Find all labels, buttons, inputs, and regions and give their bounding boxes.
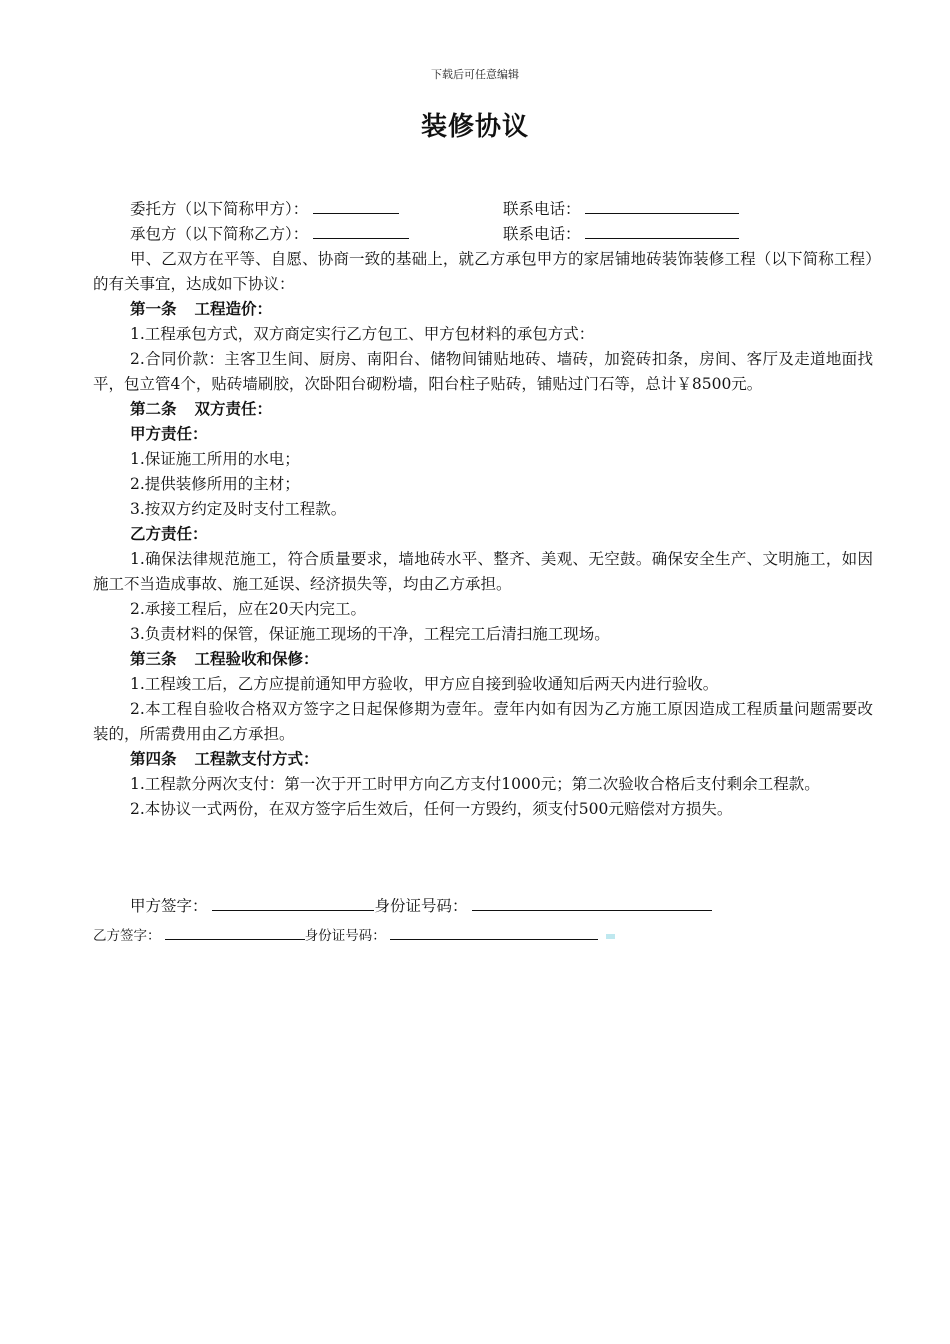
party-b-id-blank[interactable] [390, 923, 598, 940]
article-4-number: 第四条 [130, 750, 177, 768]
party-b-sign-label: 乙方签字： [93, 928, 161, 944]
party-a-duty-item: 2.提供装修所用的主材； [130, 475, 300, 493]
cursor-marker [606, 934, 615, 939]
party-a-sign-label: 甲方签字： [130, 897, 208, 915]
article-3-heading [93, 647, 873, 672]
party-b-duty-item: 2.承接工程后，应在20天内完工。 [130, 600, 367, 618]
client-name-blank[interactable] [313, 197, 399, 214]
party-a-id-blank[interactable] [472, 894, 712, 911]
party-a-duty-item: 1.保证施工所用的水电； [130, 450, 300, 468]
article-1-title: 工程造价： [194, 300, 273, 318]
party-a-duty-heading: 甲方责任： [130, 425, 208, 443]
article-4-item: 2.本协议一式两份，在双方签字后生效后，任何一方毁约，须支付500元赔偿对方损失。 [130, 800, 733, 818]
article-1-item: 2.合同价款：主客卫生间、厨房、南阳台、储物间铺贴地砖、墙砖，加瓷砖扣条，房间、客厅及走道地面找平，包立管4个，贴砖墙刷胶，次卧阳台砌粉墙，阳台柱子贴砖，铺贴过门石等，总计￥8500元。 [93, 350, 873, 393]
party-a-signature-row [130, 894, 712, 916]
client-label: 委托方（以下简称甲方）： [130, 200, 309, 218]
client-row [93, 197, 873, 222]
party-b-duty-item: 1.确保法律规范施工，符合质量要求，墙地砖水平、整齐、美观、无空鼓。确保安全生产、文明施工，如因施工不当造成事故、施工延误、经济损失等，均由乙方承担。 [93, 550, 873, 593]
intro-paragraph: 甲、乙双方在平等、自愿、协商一致的基础上，就乙方承包甲方的家居铺地砖装饰装修工程（以下简称工程）的有关事宜，达成如下协议： [93, 250, 873, 293]
party-b-sign-blank[interactable] [165, 923, 305, 940]
document-title: 装修协议 [420, 112, 529, 142]
party-b-duty-item: 3.负责材料的保管，保证施工现场的干净，工程完工后清扫施工现场。 [130, 625, 610, 643]
article-1-item: 1.工程承包方式，双方商定实行乙方包工、甲方包材料的承包方式： [130, 325, 595, 343]
client-phone-blank[interactable] [585, 197, 739, 214]
article-1-number: 第一条 [130, 300, 177, 318]
article-2-title: 双方责任： [194, 400, 273, 418]
article-2-number: 第二条 [130, 400, 177, 418]
party-b-id-label: 身份证号码： [304, 928, 386, 944]
party-a-duty-item: 3.按双方约定及时支付工程款。 [130, 500, 347, 518]
party-b-duty-heading: 乙方责任： [130, 525, 208, 543]
article-4-item: 1.工程款分两次支付：第一次于开工时甲方向乙方支付1000元；第二次验收合格后支付剩余工程款。 [130, 775, 820, 793]
party-b-signature-row [93, 923, 615, 944]
article-2-heading [93, 397, 873, 422]
article-3-item: 1.工程竣工后，乙方应提前通知甲方验收，甲方应自接到验收通知后两天内进行验收。 [130, 675, 719, 693]
header-note: 下载后可任意编辑 [431, 68, 519, 81]
contractor-phone-label: 联系电话： [503, 225, 581, 243]
contractor-phone-blank[interactable] [585, 222, 739, 239]
agreement-body [93, 197, 873, 822]
party-a-sign-blank[interactable] [212, 894, 374, 911]
article-4-heading [93, 747, 873, 772]
article-3-number: 第三条 [130, 650, 177, 668]
client-phone-label: 联系电话： [503, 200, 581, 218]
contractor-row [93, 222, 873, 247]
article-3-title: 工程验收和保修： [194, 650, 319, 668]
contractor-name-blank[interactable] [313, 222, 409, 239]
article-1-heading [93, 297, 873, 322]
party-a-id-label: 身份证号码： [374, 897, 468, 915]
contractor-label: 承包方（以下简称乙方）： [130, 225, 309, 243]
article-4-title: 工程款支付方式： [194, 750, 319, 768]
article-3-item: 2.本工程自验收合格双方签字之日起保修期为壹年。壹年内如有因为乙方施工原因造成工程质量问题需要改装的，所需费用由乙方承担。 [93, 700, 873, 743]
